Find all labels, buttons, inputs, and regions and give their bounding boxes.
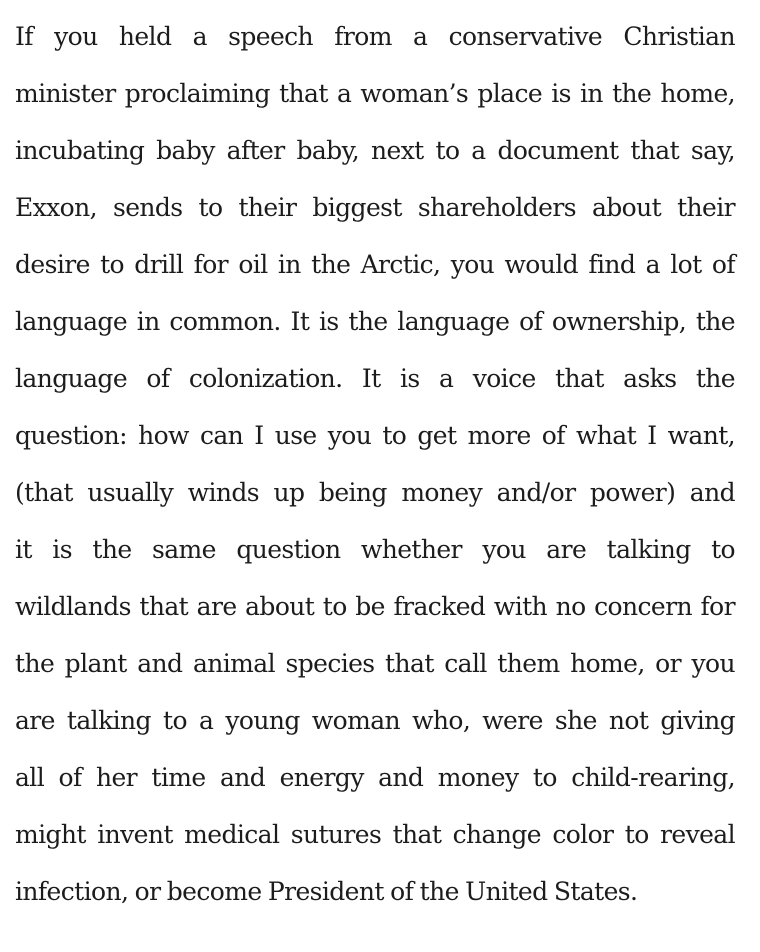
text-line-3: incubating baby after baby, next to a document that say, — [15, 136, 735, 165]
text-line-4: Exxon, sends to their biggest shareholders about their — [15, 193, 735, 222]
text-line-13: are talking to a young woman who, were she not giving — [15, 706, 735, 735]
text-line-6: language in common. It is the language of ownership, the — [15, 307, 735, 336]
text-line-8: question: how can I use you to get more of what I want, — [15, 421, 735, 450]
text-line-15: might invent medical sutures that change color to reveal — [15, 820, 735, 849]
text-line-14: all of her time and energy and money to child-rearing, — [15, 763, 735, 792]
text-line-12: the plant and animal species that call them home, or you — [15, 649, 735, 678]
text-line-2: minister proclaiming that a woman’s place is in the home, — [15, 79, 735, 108]
text-line-9: (that usually winds up being money and/or power) and — [15, 478, 735, 507]
body-paragraph — [15, 8, 735, 920]
text-line-7: language of colonization. It is a voice that asks the — [15, 364, 735, 393]
text-line-11: wildlands that are about to be fracked with no concern for — [15, 592, 735, 621]
document-page — [15, 8, 735, 920]
text-line-16: infection, or become President of the United States. — [15, 877, 638, 906]
text-line-5: desire to drill for oil in the Arctic, you would find a lot of — [15, 250, 735, 279]
text-line-1: If you held a speech from a conservative Christian — [15, 22, 735, 51]
text-line-10: it is the same question whether you are talking to — [15, 535, 735, 564]
